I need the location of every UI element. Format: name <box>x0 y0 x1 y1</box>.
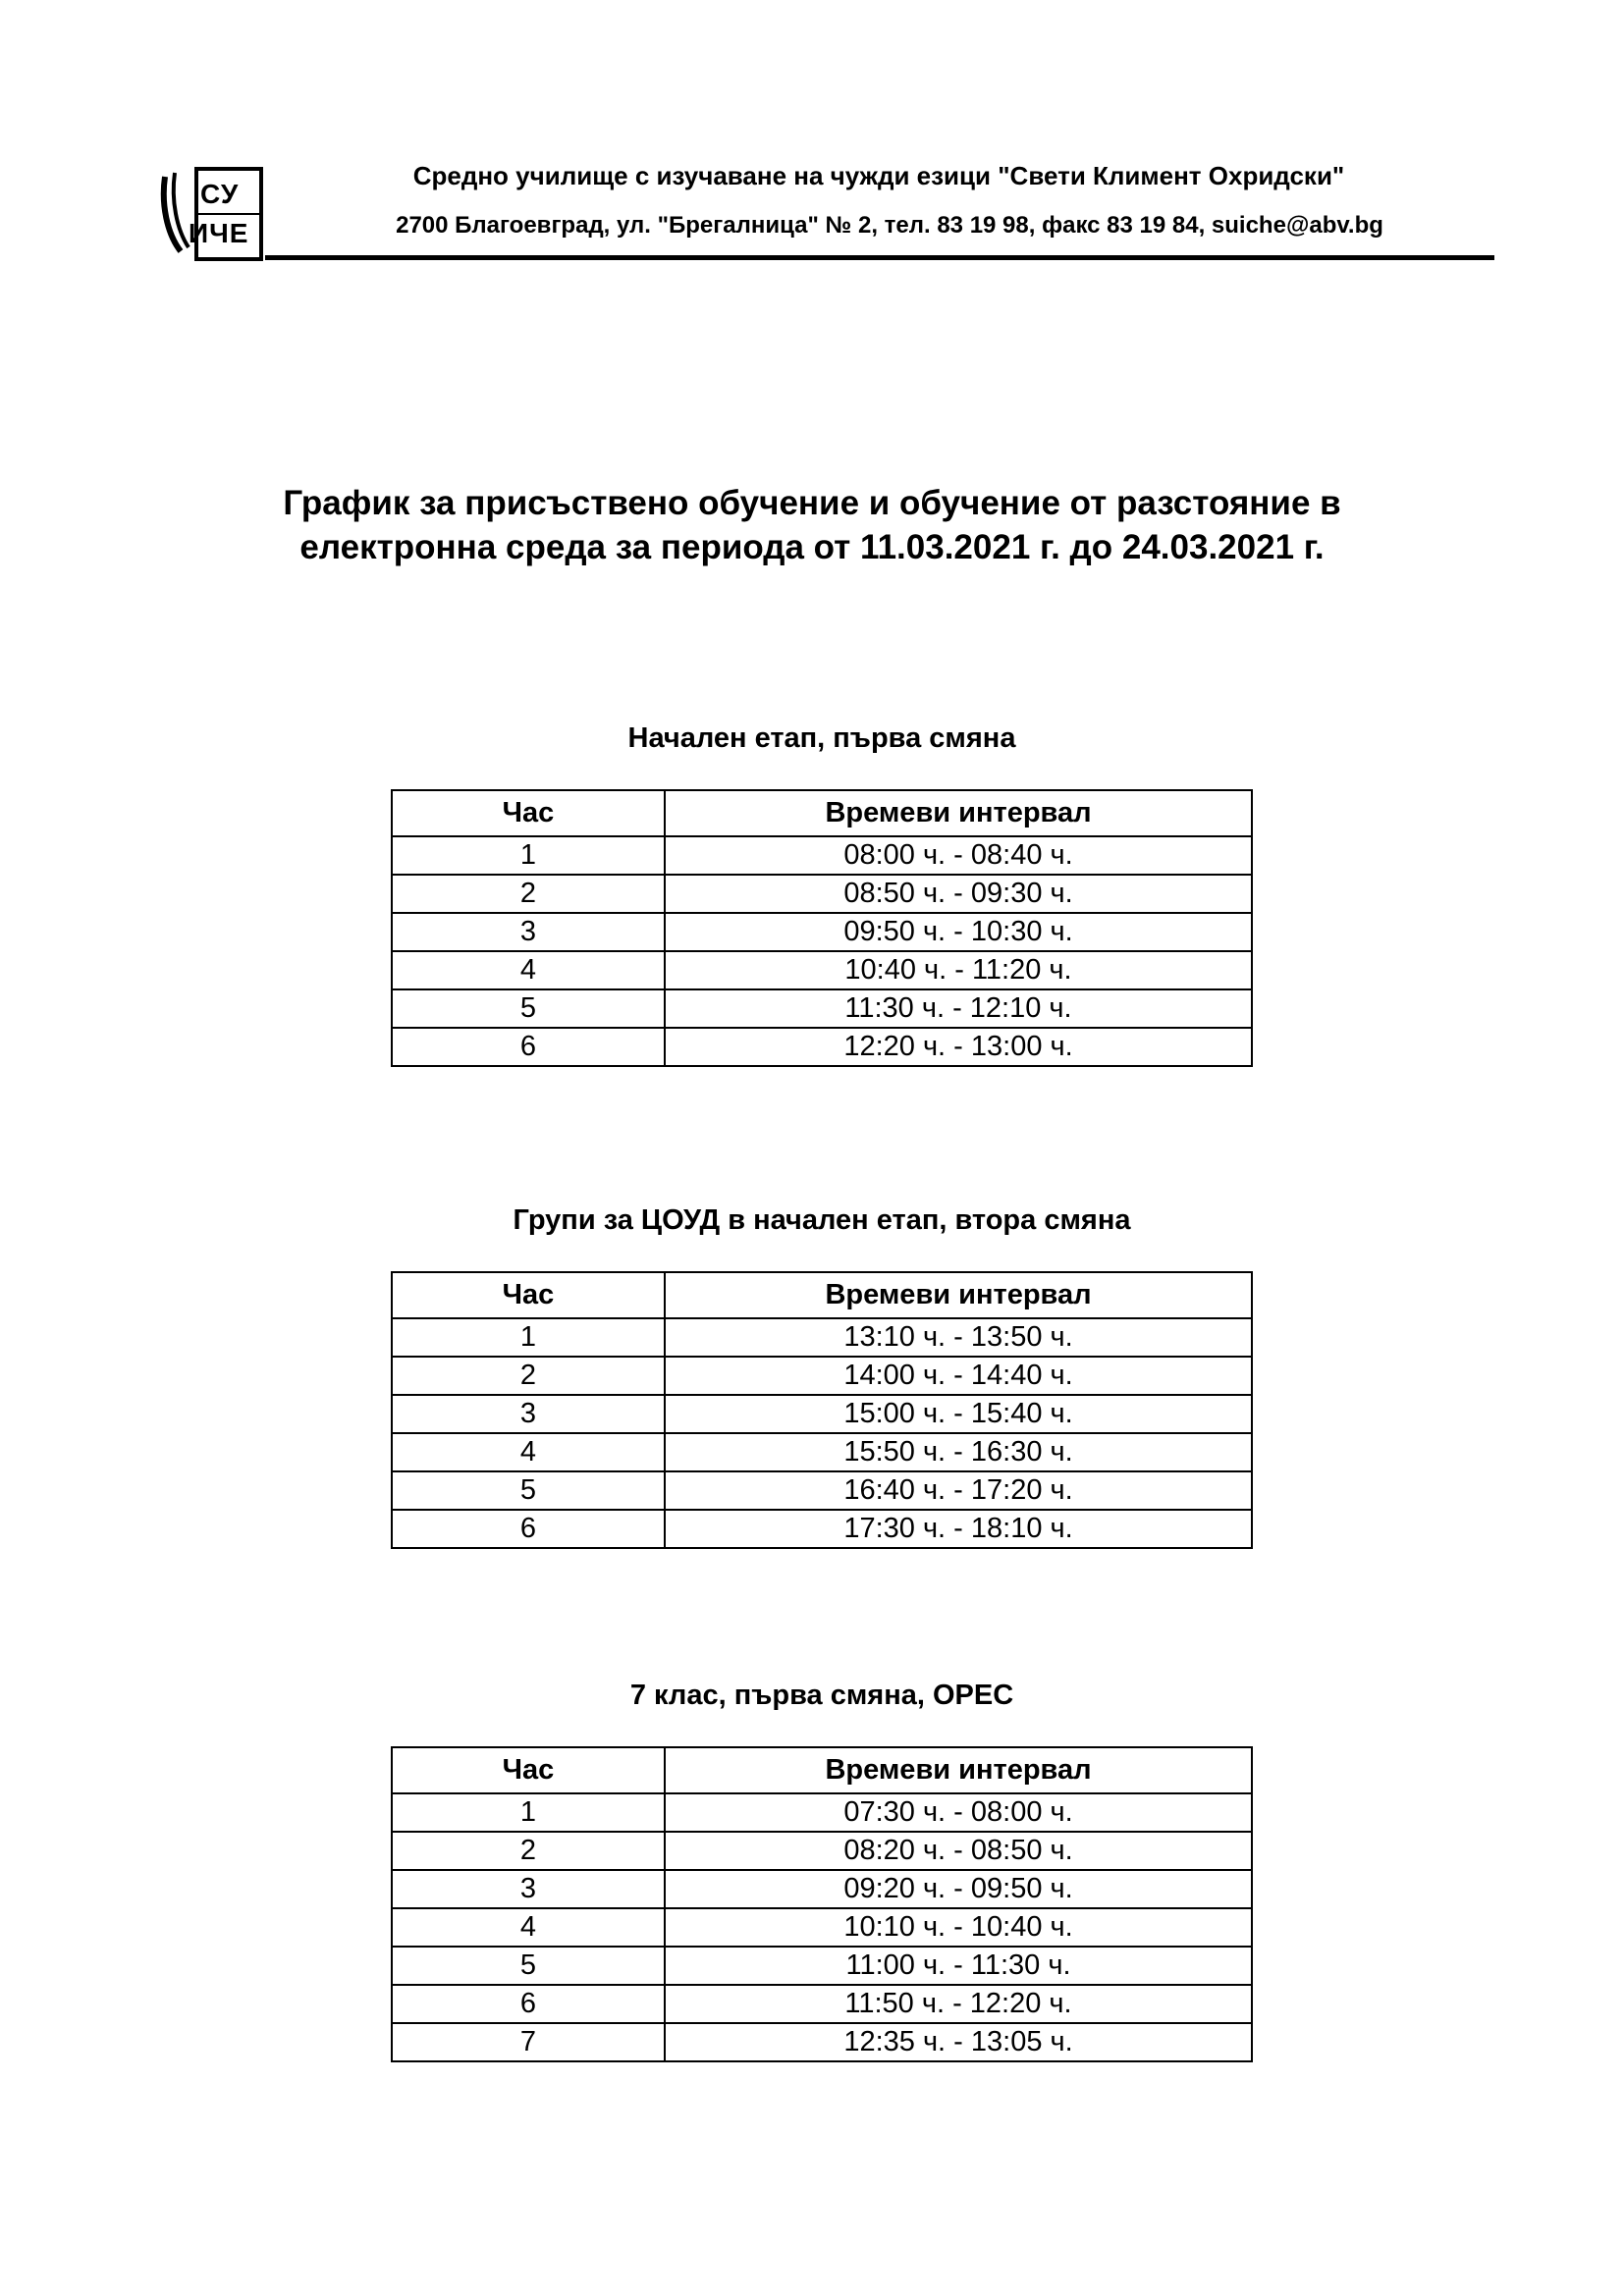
table-row <box>392 1318 1252 1357</box>
table-row <box>392 1028 1252 1066</box>
table-header-row <box>392 790 1252 836</box>
school-logo <box>157 165 265 263</box>
hour-cell: 4 <box>392 951 665 989</box>
hour-cell: 3 <box>392 913 665 951</box>
letterhead <box>157 157 1494 265</box>
interval-cell: 10:40 ч. - 11:20 ч. <box>665 951 1252 989</box>
table-row <box>392 1395 1252 1433</box>
table-row <box>392 1510 1252 1548</box>
table-header-row <box>392 1272 1252 1318</box>
column-header-hour: Час <box>392 1747 665 1793</box>
hour-cell: 4 <box>392 1908 665 1947</box>
hour-cell: 6 <box>392 1985 665 2023</box>
school-name: Средно училище с изучаване на чужди езици "Свети Климент Охридски" <box>412 161 1345 190</box>
title-line-2: електронна среда за периода от 11.03.2021 г. до 24.03.2021 г. <box>299 528 1325 566</box>
interval-cell: 10:10 ч. - 10:40 ч. <box>665 1908 1252 1947</box>
interval-cell: 08:50 ч. - 09:30 ч. <box>665 875 1252 913</box>
table-row <box>392 1870 1252 1908</box>
school-address: 2700 Благоевград, ул. "Брегалница" № 2, тел. 83 19 98, факс 83 19 84, suiche@abv.bg <box>396 212 1383 239</box>
hour-cell: 6 <box>392 1510 665 1548</box>
document-title <box>118 481 1506 569</box>
hour-cell: 5 <box>392 989 665 1028</box>
interval-cell: 09:50 ч. - 10:30 ч. <box>665 913 1252 951</box>
hour-cell: 2 <box>392 1357 665 1395</box>
interval-cell: 11:30 ч. - 12:10 ч. <box>665 989 1252 1028</box>
hour-cell: 3 <box>392 1870 665 1908</box>
section-heading: Групи за ЦОУД в начален етап, втора смяна <box>513 1204 1131 1236</box>
schedule-section-grade7-first-shift <box>391 1676 1253 2062</box>
table-row <box>392 1793 1252 1832</box>
schedule-section-primary-first-shift <box>391 719 1253 1067</box>
hour-cell: 3 <box>392 1395 665 1433</box>
hour-cell: 5 <box>392 1947 665 1985</box>
table-row <box>392 2023 1252 2061</box>
hour-cell: 2 <box>392 1832 665 1870</box>
interval-cell: 16:40 ч. - 17:20 ч. <box>665 1471 1252 1510</box>
interval-cell: 07:30 ч. - 08:00 ч. <box>665 1793 1252 1832</box>
column-header-interval: Времеви интервал <box>665 790 1252 836</box>
table-row <box>392 1908 1252 1947</box>
title-line-1: График за присъствено обучение и обучение от разстояние в <box>283 484 1341 522</box>
hour-cell: 6 <box>392 1028 665 1066</box>
section-heading: Начален етап, първа смяна <box>627 722 1016 754</box>
table-row <box>392 836 1252 875</box>
column-header-hour: Час <box>392 1272 665 1318</box>
interval-cell: 08:20 ч. - 08:50 ч. <box>665 1832 1252 1870</box>
schedule-table <box>391 1746 1253 2062</box>
table-row <box>392 989 1252 1028</box>
hour-cell: 4 <box>392 1433 665 1471</box>
table-row <box>392 1947 1252 1985</box>
interval-cell: 12:20 ч. - 13:00 ч. <box>665 1028 1252 1066</box>
table-row <box>392 1433 1252 1471</box>
interval-cell: 15:50 ч. - 16:30 ч. <box>665 1433 1252 1471</box>
table-row <box>392 1471 1252 1510</box>
hour-cell: 5 <box>392 1471 665 1510</box>
interval-cell: 12:35 ч. - 13:05 ч. <box>665 2023 1252 2061</box>
logo-text-top: СУ <box>200 179 240 209</box>
column-header-interval: Времеви интервал <box>665 1272 1252 1318</box>
header-divider <box>265 255 1494 260</box>
interval-cell: 11:50 ч. - 12:20 ч. <box>665 1985 1252 2023</box>
interval-cell: 08:00 ч. - 08:40 ч. <box>665 836 1252 875</box>
schedule-section-daycare-second-shift <box>391 1201 1253 1549</box>
interval-cell: 09:20 ч. - 09:50 ч. <box>665 1870 1252 1908</box>
column-header-hour: Час <box>392 790 665 836</box>
hour-cell: 7 <box>392 2023 665 2061</box>
table-header-row <box>392 1747 1252 1793</box>
schedule-table <box>391 789 1253 1067</box>
column-header-interval: Времеви интервал <box>665 1747 1252 1793</box>
interval-cell: 14:00 ч. - 14:40 ч. <box>665 1357 1252 1395</box>
hour-cell: 2 <box>392 875 665 913</box>
table-row <box>392 1832 1252 1870</box>
hour-cell: 1 <box>392 1318 665 1357</box>
section-heading: 7 клас, първа смяна, ОРЕС <box>629 1680 1014 1711</box>
hour-cell: 1 <box>392 1793 665 1832</box>
logo-text-bottom: ИЧЕ <box>189 218 249 248</box>
table-row <box>392 875 1252 913</box>
table-row <box>392 1357 1252 1395</box>
table-row <box>392 913 1252 951</box>
hour-cell: 1 <box>392 836 665 875</box>
interval-cell: 11:00 ч. - 11:30 ч. <box>665 1947 1252 1985</box>
schedule-table <box>391 1271 1253 1549</box>
table-row <box>392 1985 1252 2023</box>
interval-cell: 17:30 ч. - 18:10 ч. <box>665 1510 1252 1548</box>
interval-cell: 15:00 ч. - 15:40 ч. <box>665 1395 1252 1433</box>
table-row <box>392 951 1252 989</box>
interval-cell: 13:10 ч. - 13:50 ч. <box>665 1318 1252 1357</box>
